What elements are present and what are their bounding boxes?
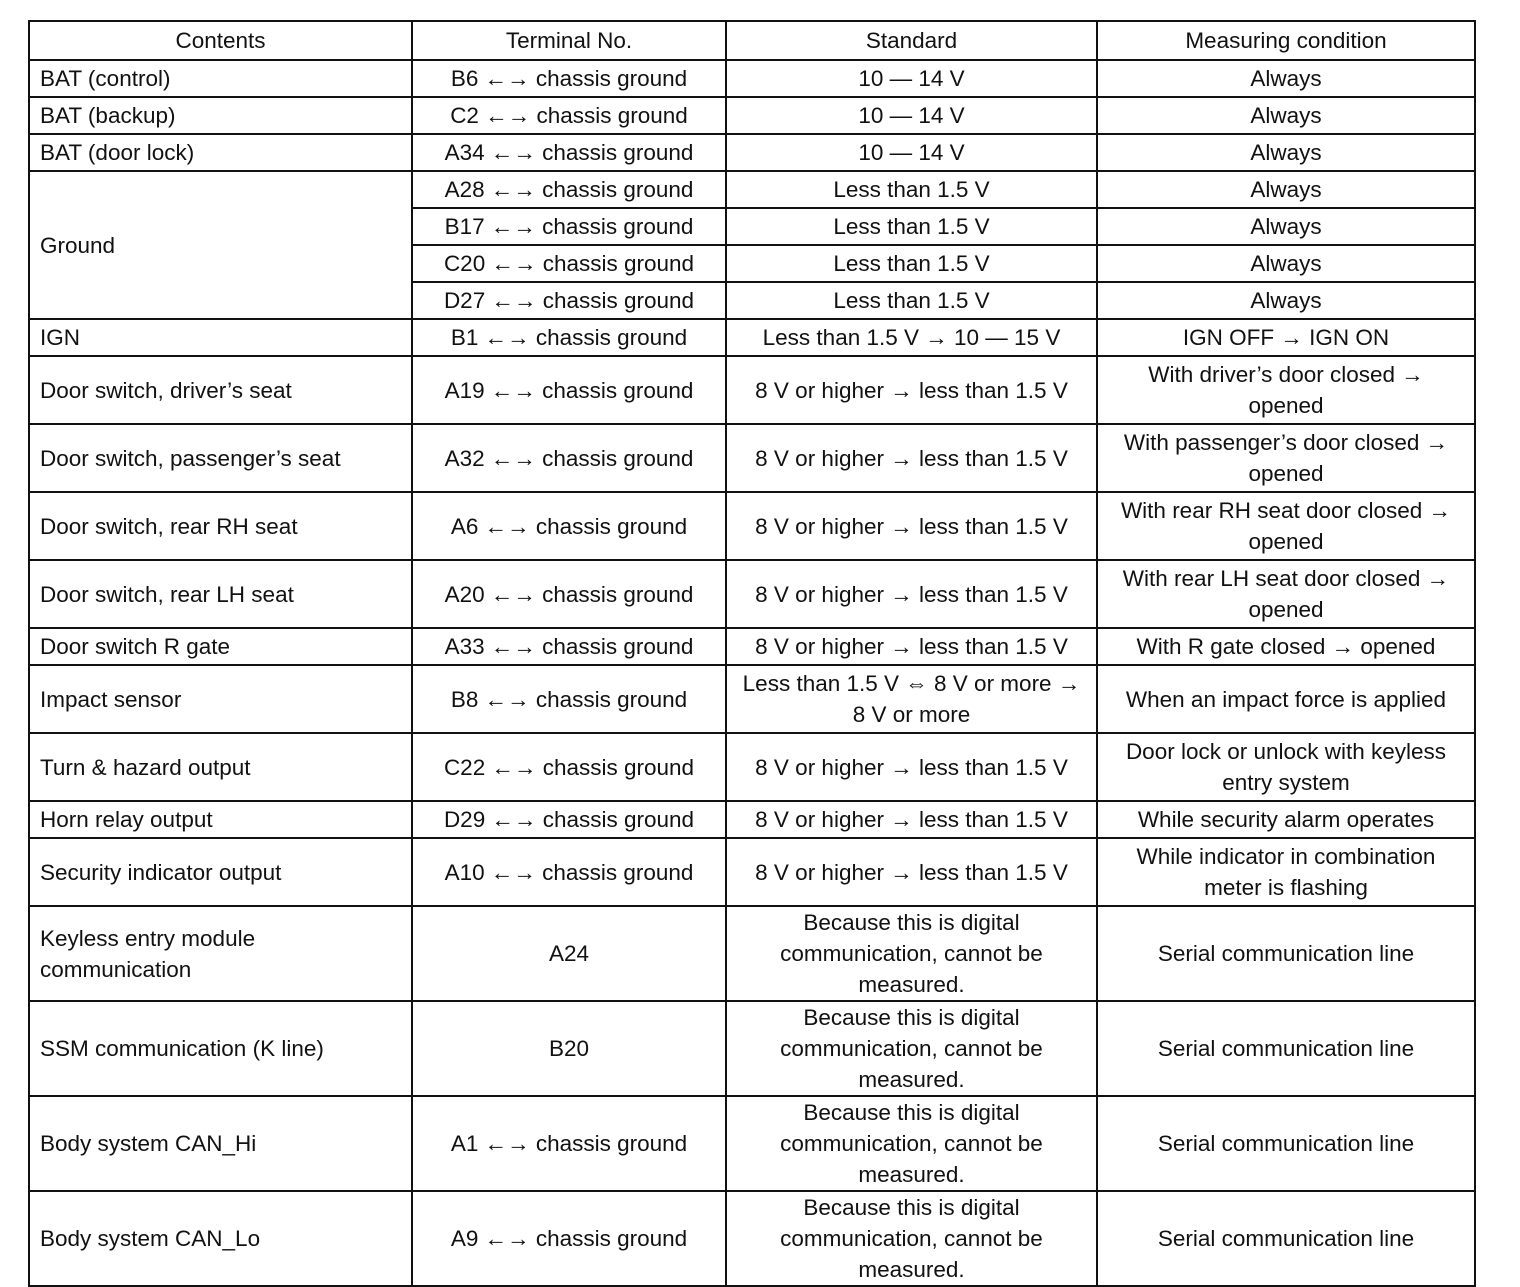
cell-terminal: B8 ←→ chassis ground [412, 665, 726, 733]
cell-contents: Door switch R gate [29, 628, 412, 665]
terminal-spec-table [28, 20, 1476, 1287]
cell-standard: Less than 1.5 V [726, 245, 1097, 282]
cell-contents: Horn relay output [29, 801, 412, 838]
cell-terminal: A19 ←→ chassis ground [412, 356, 726, 424]
cell-condition: Serial communication line [1097, 1001, 1475, 1096]
cell-condition: With R gate closed → opened [1097, 628, 1475, 665]
cell-condition: Always [1097, 134, 1475, 171]
cell-terminal: A33 ←→ chassis ground [412, 628, 726, 665]
cell-condition: Always [1097, 60, 1475, 97]
cell-condition: With driver’s door closed → opened [1097, 356, 1475, 424]
cell-standard: Less than 1.5 V [726, 171, 1097, 208]
cell-condition: Always [1097, 97, 1475, 134]
cell-contents: Door switch, driver’s seat [29, 356, 412, 424]
table-row [29, 319, 1475, 356]
cell-standard: 8 V or higher → less than 1.5 V [726, 492, 1097, 560]
cell-condition: Door lock or unlock with keyless entry system [1097, 733, 1475, 801]
cell-contents: Body system CAN_Hi [29, 1096, 412, 1191]
table-row [29, 628, 1475, 665]
cell-contents: Security indicator output [29, 838, 412, 906]
cell-condition: Serial communication line [1097, 1096, 1475, 1191]
cell-contents: Keyless entry module communication [29, 906, 412, 1001]
header-contents: Contents [29, 21, 412, 60]
cell-standard: Because this is digital communication, cannot be measured. [726, 1191, 1097, 1286]
cell-contents: Door switch, rear RH seat [29, 492, 412, 560]
table-row [29, 1096, 1475, 1191]
cell-terminal: C2 ←→ chassis ground [412, 97, 726, 134]
cell-terminal: A1 ←→ chassis ground [412, 1096, 726, 1191]
cell-condition: Serial communication line [1097, 906, 1475, 1001]
cell-terminal: A6 ←→ chassis ground [412, 492, 726, 560]
cell-terminal: A34 ←→ chassis ground [412, 134, 726, 171]
table-row [29, 97, 1475, 134]
table-row [29, 838, 1475, 906]
cell-contents: BAT (backup) [29, 97, 412, 134]
cell-terminal: C22 ←→ chassis ground [412, 733, 726, 801]
cell-condition: When an impact force is applied [1097, 665, 1475, 733]
cell-standard: 10 — 14 V [726, 97, 1097, 134]
table-row [29, 424, 1475, 492]
cell-standard: Because this is digital communication, cannot be measured. [726, 1001, 1097, 1096]
table-row [29, 1001, 1475, 1096]
cell-terminal: A28 ←→ chassis ground [412, 171, 726, 208]
cell-standard: 8 V or higher → less than 1.5 V [726, 560, 1097, 628]
cell-terminal: B17 ←→ chassis ground [412, 208, 726, 245]
cell-condition: While indicator in combination meter is flashing [1097, 838, 1475, 906]
cell-terminal: D29 ←→ chassis ground [412, 801, 726, 838]
cell-standard: 8 V or higher → less than 1.5 V [726, 628, 1097, 665]
table-row [29, 60, 1475, 97]
table-row [29, 492, 1475, 560]
cell-terminal: A24 [412, 906, 726, 1001]
cell-standard: 10 — 14 V [726, 134, 1097, 171]
cell-terminal: D27 ←→ chassis ground [412, 282, 726, 319]
header-standard: Standard [726, 21, 1097, 60]
header-row [29, 21, 1475, 60]
cell-condition: Always [1097, 245, 1475, 282]
cell-contents: BAT (door lock) [29, 134, 412, 171]
cell-condition: Always [1097, 282, 1475, 319]
header-measuring-condition: Measuring condition [1097, 21, 1475, 60]
table-row [29, 356, 1475, 424]
cell-contents: Door switch, passenger’s seat [29, 424, 412, 492]
cell-contents: Door switch, rear LH seat [29, 560, 412, 628]
cell-contents: BAT (control) [29, 60, 412, 97]
table-row [29, 171, 1475, 208]
cell-contents: Body system CAN_Lo [29, 1191, 412, 1286]
cell-terminal: C20 ←→ chassis ground [412, 245, 726, 282]
cell-terminal: A9 ←→ chassis ground [412, 1191, 726, 1286]
table-row [29, 1191, 1475, 1286]
cell-standard: Because this is digital communication, cannot be measured. [726, 1096, 1097, 1191]
cell-terminal: B6 ←→ chassis ground [412, 60, 726, 97]
table-row [29, 134, 1475, 171]
cell-contents: Turn & hazard output [29, 733, 412, 801]
cell-terminal: A10 ←→ chassis ground [412, 838, 726, 906]
cell-condition: Always [1097, 208, 1475, 245]
cell-condition: While security alarm operates [1097, 801, 1475, 838]
cell-standard: 8 V or higher → less than 1.5 V [726, 424, 1097, 492]
cell-contents: IGN [29, 319, 412, 356]
header-terminal-no: Terminal No. [412, 21, 726, 60]
cell-standard: 8 V or higher → less than 1.5 V [726, 801, 1097, 838]
cell-standard: 8 V or higher → less than 1.5 V [726, 838, 1097, 906]
cell-standard: 10 — 14 V [726, 60, 1097, 97]
cell-standard: 8 V or higher → less than 1.5 V [726, 356, 1097, 424]
table-row [29, 906, 1475, 1001]
cell-terminal: A32 ←→ chassis ground [412, 424, 726, 492]
cell-standard: Less than 1.5 V [726, 282, 1097, 319]
table-row [29, 801, 1475, 838]
cell-contents: Ground [29, 171, 412, 319]
cell-standard: Less than 1.5 V → 10 — 15 V [726, 319, 1097, 356]
table-row [29, 733, 1475, 801]
cell-terminal: A20 ←→ chassis ground [412, 560, 726, 628]
cell-standard: Less than 1.5 V [726, 208, 1097, 245]
table-row [29, 560, 1475, 628]
cell-terminal: B20 [412, 1001, 726, 1096]
cell-condition: With rear LH seat door closed → opened [1097, 560, 1475, 628]
table-row [29, 665, 1475, 733]
cell-condition: Always [1097, 171, 1475, 208]
cell-condition: Serial communication line [1097, 1191, 1475, 1286]
cell-condition: IGN OFF → IGN ON [1097, 319, 1475, 356]
cell-terminal: B1 ←→ chassis ground [412, 319, 726, 356]
cell-contents: SSM communication (K line) [29, 1001, 412, 1096]
cell-condition: With passenger’s door closed → opened [1097, 424, 1475, 492]
cell-standard: Less than 1.5 V ⇔ 8 V or more → 8 V or more [726, 665, 1097, 733]
cell-condition: With rear RH seat door closed → opened [1097, 492, 1475, 560]
cell-standard: 8 V or higher → less than 1.5 V [726, 733, 1097, 801]
cell-contents: Impact sensor [29, 665, 412, 733]
cell-standard: Because this is digital communication, cannot be measured. [726, 906, 1097, 1001]
